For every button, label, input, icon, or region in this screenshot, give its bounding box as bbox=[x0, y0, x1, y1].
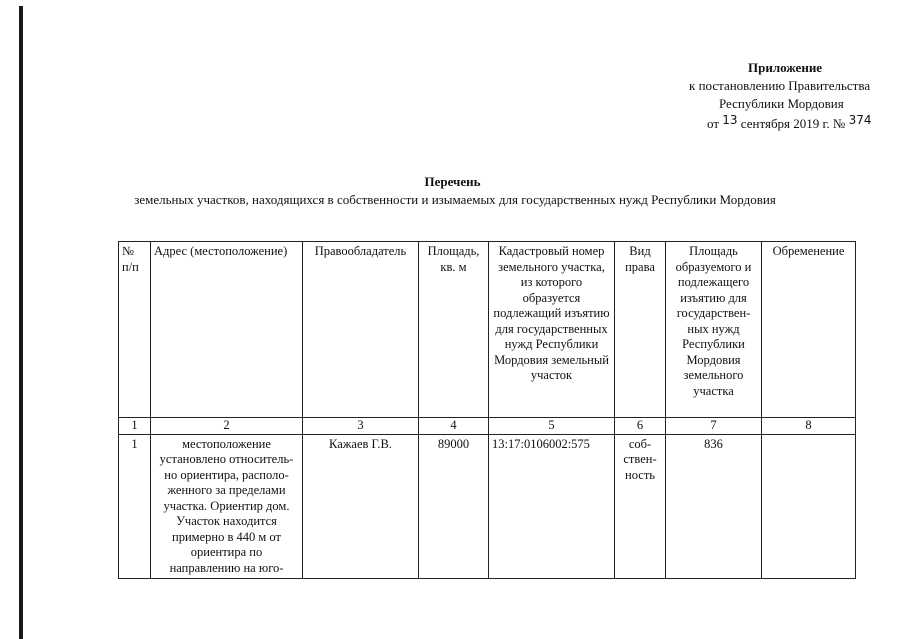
column-number: 4 bbox=[419, 418, 489, 435]
column-number: 8 bbox=[762, 418, 856, 435]
date-prefix: от bbox=[707, 116, 720, 131]
header-area: Площадь, кв. м bbox=[419, 242, 489, 418]
header-cadastral: Кадастровый номер земельного участка, из которого образуется подлежащий изъятию для государственных нужд Республики Мордовия земельный участок bbox=[489, 242, 615, 418]
column-number: 2 bbox=[151, 418, 303, 435]
document-subtitle: земельных участков, находящихся в собственности и изымаемых для государственных нужд Республики Мордовия bbox=[134, 192, 776, 207]
header-number: № п/п bbox=[119, 242, 151, 418]
date-number-handwritten: 374 bbox=[848, 113, 872, 127]
row-encumbrance bbox=[762, 434, 856, 579]
scan-edge-shadow bbox=[19, 6, 23, 639]
appendix-date bbox=[707, 113, 872, 132]
appendix-line-1: к постановлению Правительства bbox=[689, 78, 871, 93]
header-new-area: Площадь образуемого и подлежащего изъятию для государствен-ных нужд Республики Мордовия земельного участка bbox=[666, 242, 762, 418]
land-plots-table bbox=[118, 241, 856, 579]
table-header-row bbox=[119, 242, 856, 418]
date-day-handwritten: 13 bbox=[722, 113, 738, 127]
header-encumbrance: Обременение bbox=[762, 242, 856, 418]
header-address: Адрес (местоположение) bbox=[151, 242, 303, 418]
row-right-type: соб-ствен-ность bbox=[615, 434, 666, 579]
column-number-row bbox=[119, 418, 856, 435]
row-number: 1 bbox=[119, 434, 151, 579]
appendix-line-2: Республики Мордовия bbox=[719, 96, 844, 111]
row-new-area: 836 bbox=[666, 434, 762, 579]
appendix-title: Приложение bbox=[748, 60, 823, 75]
row-area: 89000 bbox=[419, 434, 489, 579]
column-number: 3 bbox=[303, 418, 419, 435]
column-number: 5 bbox=[489, 418, 615, 435]
column-number: 1 bbox=[119, 418, 151, 435]
header-owner: Правообладатель bbox=[303, 242, 419, 418]
table-row bbox=[119, 434, 856, 579]
header-right-type: Вид права bbox=[615, 242, 666, 418]
document-title: Перечень bbox=[424, 174, 481, 189]
column-number: 7 bbox=[666, 418, 762, 435]
column-number: 6 bbox=[615, 418, 666, 435]
row-owner: Кажаев Г.В. bbox=[303, 434, 419, 579]
date-rest: сентября 2019 г. № bbox=[740, 116, 846, 131]
row-cadastral: 13:17:0106002:575 bbox=[489, 434, 615, 579]
row-address: местоположение установлено относитель-но ориентира, располо-женного за пределами участка. Ориентир дом. Участок находится примерно в 440 м от ориентира по направлению на юго- bbox=[151, 434, 303, 579]
